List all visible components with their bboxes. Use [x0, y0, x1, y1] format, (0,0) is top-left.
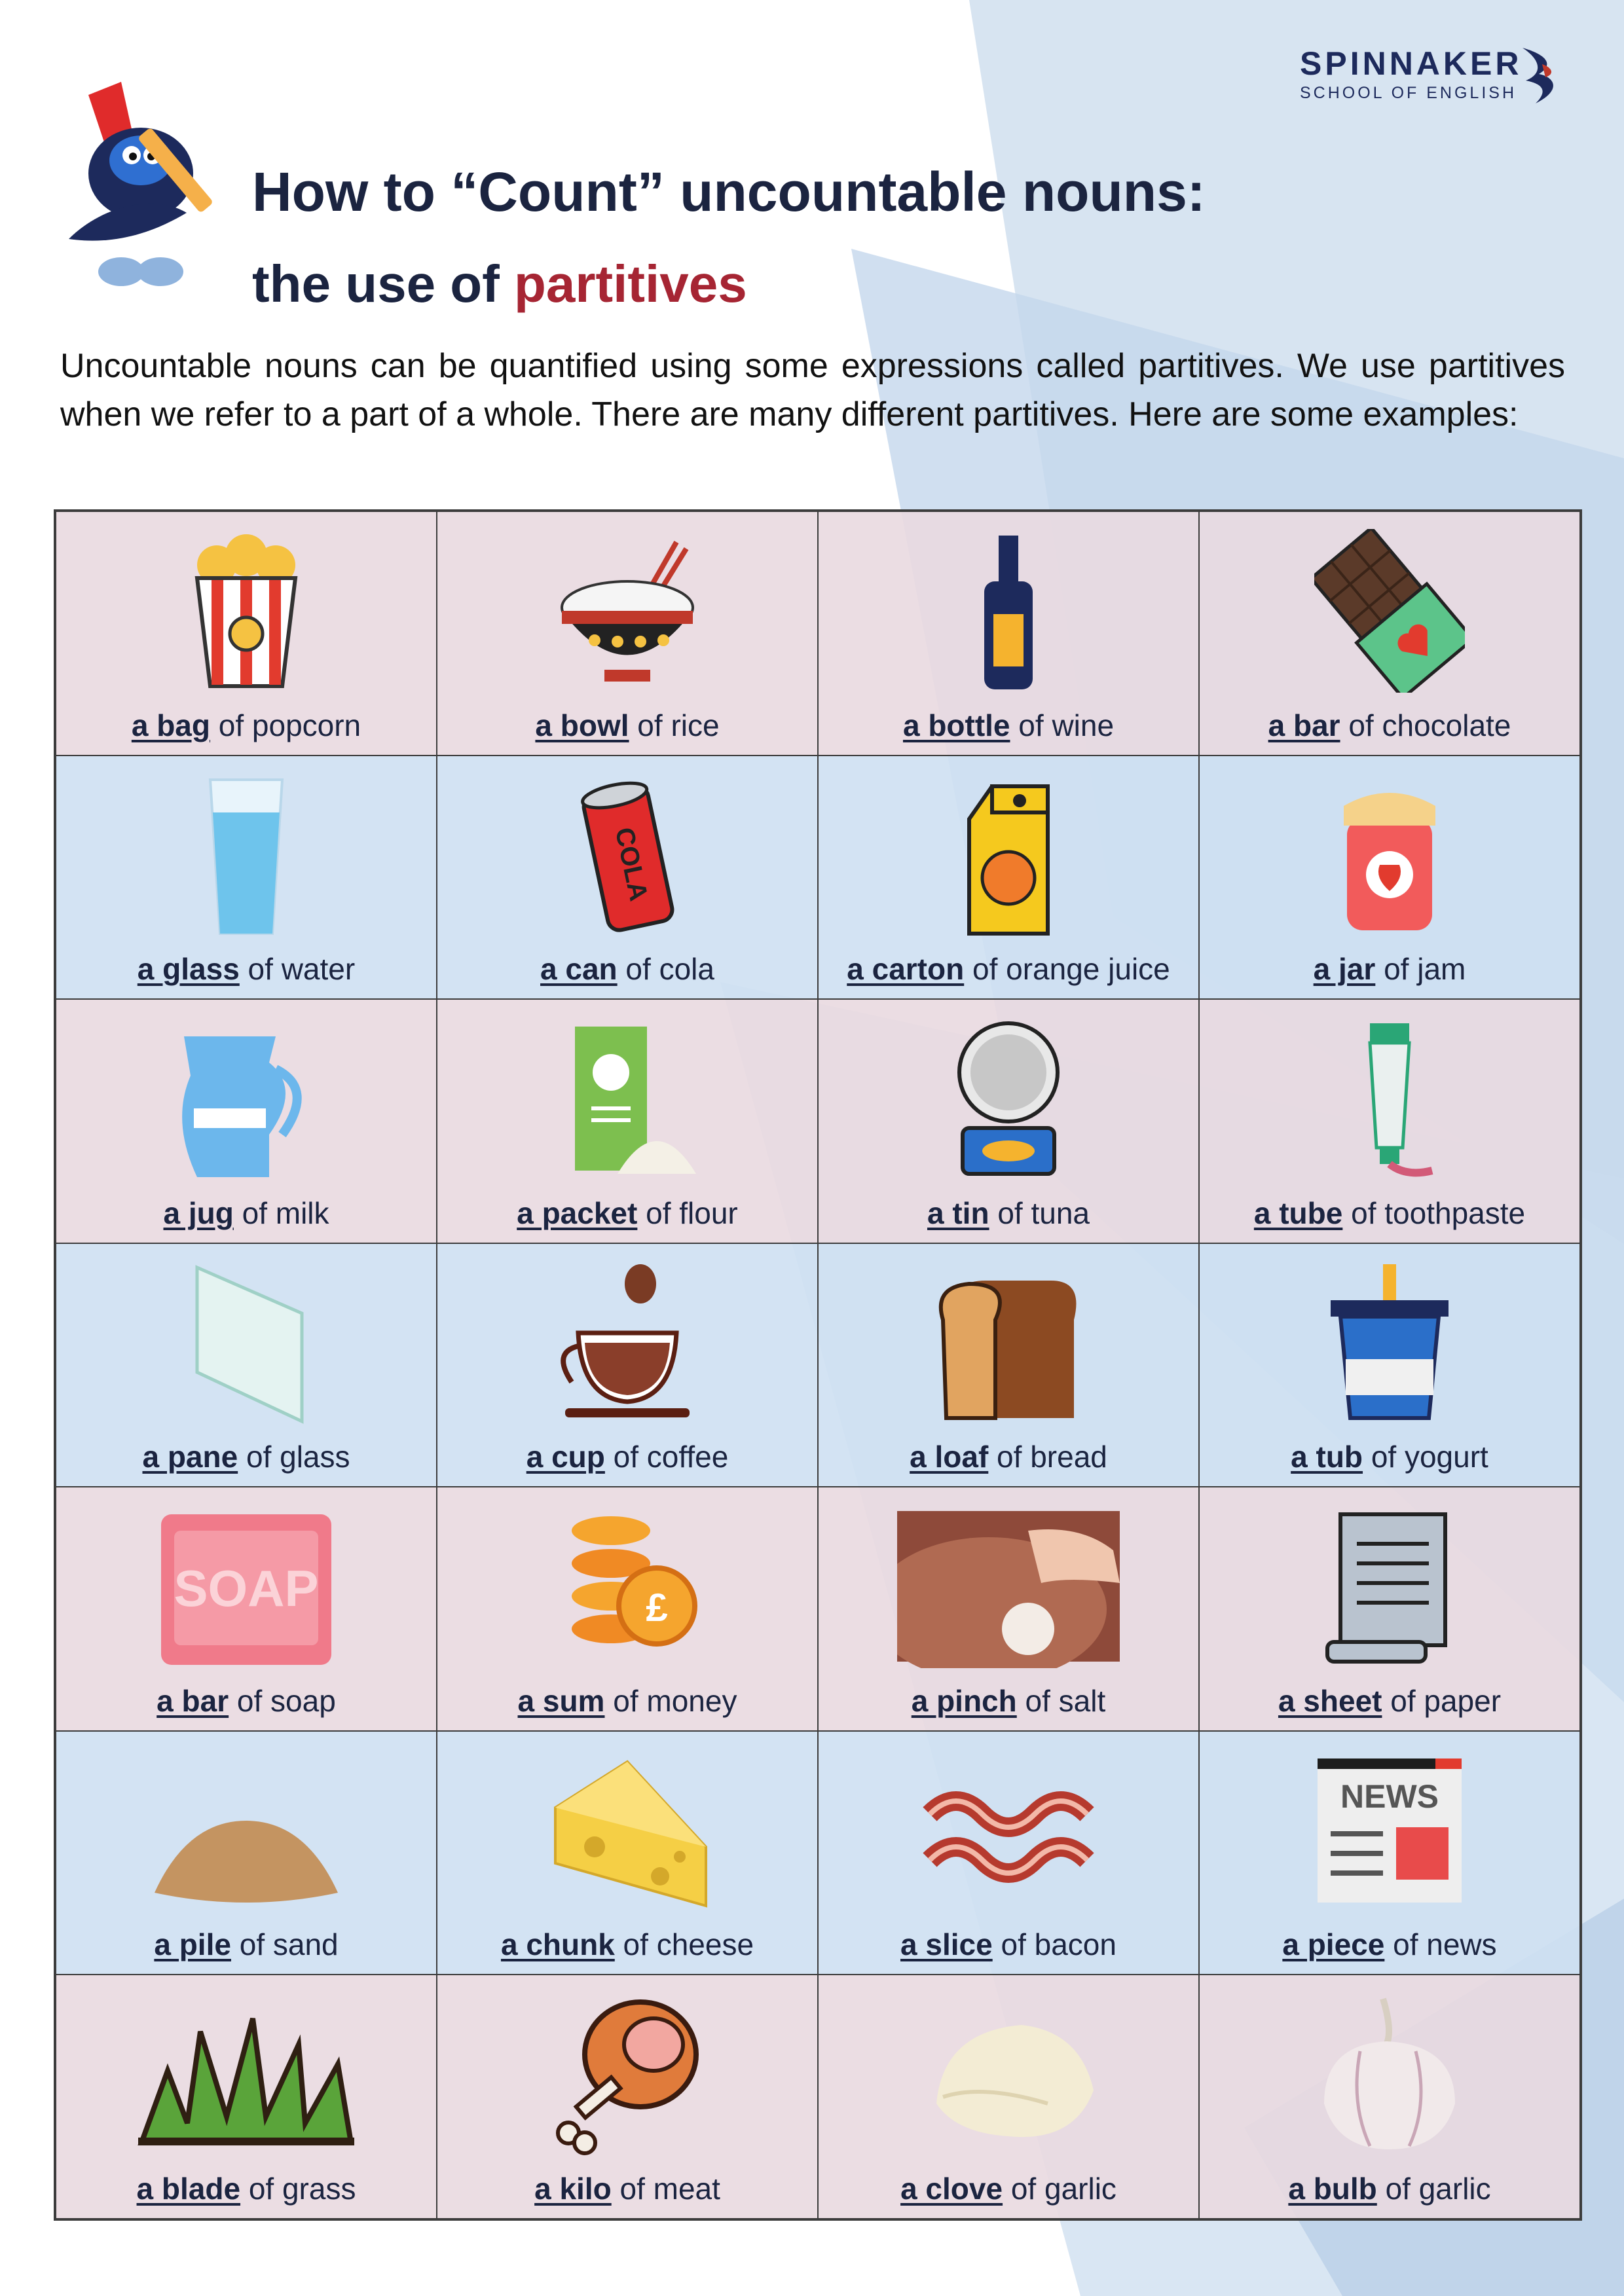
partitive: a sum: [517, 1683, 605, 1718]
water-glass-icon: [171, 773, 322, 937]
news-label: NEWS: [1340, 1777, 1439, 1815]
salt-pinch-photo: [897, 1504, 1120, 1668]
item-caption: [1200, 1927, 1579, 1962]
grid-cell: [56, 1975, 437, 2219]
item-caption: [437, 708, 817, 743]
partitive: a tube: [1253, 1195, 1343, 1230]
item-caption: [819, 1195, 1198, 1231]
toothpaste-tube-icon: [1314, 1017, 1465, 1180]
partitive: a pile: [154, 1927, 231, 1962]
grid-cell: [1199, 1243, 1580, 1487]
item-caption: [437, 1195, 817, 1231]
item-caption: [1200, 951, 1579, 987]
noun: of orange juice: [964, 952, 1170, 987]
item-caption: [1200, 1195, 1579, 1231]
grid-cell: [818, 999, 1199, 1243]
logo-name: SPINNAKER: [1300, 45, 1522, 82]
noun: of garlic: [1376, 2172, 1491, 2206]
partitive: a blade: [136, 2172, 241, 2206]
partitive: a carton: [847, 952, 965, 987]
noun: of chocolate: [1340, 708, 1511, 742]
bread-loaf-icon: [933, 1261, 1084, 1425]
yogurt-tub-icon: [1314, 1261, 1465, 1425]
grid-cell: [437, 999, 818, 1243]
noun: of bread: [988, 1440, 1107, 1474]
grid-cell: [437, 1243, 818, 1487]
grid-cell: [437, 1975, 818, 2219]
noun: of wine: [1010, 708, 1115, 742]
noun: of toothpaste: [1342, 1195, 1526, 1230]
grid-cell: [818, 511, 1199, 756]
item-caption: [56, 951, 436, 987]
logo-tagline: SCHOOL OF ENGLISH: [1300, 84, 1517, 102]
noun: of grass: [240, 2172, 356, 2206]
partitive: a slice: [900, 1927, 993, 1962]
tuna-tin-icon: [933, 1017, 1084, 1180]
grid-cell: [437, 1731, 818, 1975]
grid-cell: [437, 1487, 818, 1731]
noun: of water: [239, 952, 356, 987]
grid-cell: [437, 511, 818, 756]
page-subtitle: [252, 254, 747, 314]
partitive: a cup: [526, 1440, 605, 1474]
svg-text:£: £: [646, 1586, 668, 1630]
item-caption: [819, 1439, 1198, 1474]
garlic-bulb-icon: [1311, 1992, 1468, 2156]
bacon-icon: [917, 1749, 1100, 1912]
grid-cell: [1199, 1487, 1580, 1731]
noun: of news: [1384, 1927, 1497, 1962]
grid-cell: [818, 1487, 1199, 1731]
item-caption: [56, 708, 436, 743]
noun: of cola: [617, 952, 714, 987]
grid-cell: [818, 1975, 1199, 2219]
noun: of popcorn: [210, 708, 361, 742]
grid-cell: [56, 1487, 437, 1731]
item-caption: [56, 1195, 436, 1231]
item-caption: [437, 1439, 817, 1474]
grid-cell: [818, 1731, 1199, 1975]
partitive: a jar: [1313, 952, 1376, 987]
item-caption: [1200, 708, 1579, 743]
grid-cell: [56, 511, 437, 756]
grass-icon: [128, 1992, 364, 2156]
noun: of sand: [231, 1927, 339, 1962]
noun: of salt: [1016, 1683, 1106, 1718]
partitive: a bowl: [535, 708, 629, 742]
partitives-grid: [54, 509, 1582, 2221]
partitive: a clove: [900, 2172, 1003, 2206]
partitive: a chunk: [500, 1927, 615, 1962]
meat-icon: [549, 1992, 706, 2156]
grid-cell: [1199, 1975, 1580, 2219]
partitive: a bottle: [902, 708, 1010, 742]
item-caption: [819, 951, 1198, 987]
coffee-cup-icon: [552, 1261, 703, 1425]
subtitle-accent: partitives: [514, 255, 747, 313]
partitive: a tin: [927, 1195, 989, 1230]
noun: of tuna: [989, 1195, 1090, 1230]
partitive: a bulb: [1288, 2172, 1377, 2206]
grid-cell: [56, 756, 437, 1000]
sand-pile-icon: [148, 1749, 344, 1912]
partitive: a packet: [517, 1195, 638, 1230]
flour-packet-icon: [552, 1017, 703, 1180]
partitive: a loaf: [910, 1440, 989, 1474]
noun: of cheese: [614, 1927, 754, 1962]
subtitle-prefix: the use of: [252, 255, 515, 313]
noun: of soap: [229, 1683, 336, 1718]
mascot-icon: [62, 82, 259, 298]
item-caption: [437, 1927, 817, 1962]
cola-can-icon: [552, 773, 703, 937]
grid-cell: [1199, 1731, 1580, 1975]
partitive: a pane: [142, 1440, 238, 1474]
partitive: a sheet: [1278, 1683, 1382, 1718]
item-caption: [56, 1439, 436, 1474]
noun: of meat: [611, 2172, 720, 2206]
item-caption: [819, 708, 1198, 743]
sail-logo-icon: [1516, 45, 1570, 107]
noun: of flour: [637, 1195, 738, 1230]
noun: of paper: [1382, 1683, 1502, 1718]
juice-carton-icon: [933, 773, 1084, 937]
garlic-clove-icon: [917, 1992, 1100, 2156]
grid-cell: [1199, 756, 1580, 1000]
grid-cell: [56, 999, 437, 1243]
item-caption: [1200, 1683, 1579, 1719]
partitive: a jug: [163, 1195, 234, 1230]
partitive: a piece: [1282, 1927, 1385, 1962]
item-caption: [437, 2171, 817, 2206]
grid-cell: [1199, 999, 1580, 1243]
chocolate-bar-icon: [1314, 529, 1465, 693]
noun: of money: [604, 1683, 737, 1718]
noun: of rice: [629, 708, 720, 742]
item-caption: [56, 2171, 436, 2206]
rice-bowl-icon: [552, 529, 703, 693]
partitive: a can: [540, 952, 618, 987]
item-caption: [437, 951, 817, 987]
noun: of milk: [233, 1195, 329, 1230]
partitive: a bar: [157, 1683, 229, 1718]
noun: of yogurt: [1363, 1440, 1488, 1474]
item-caption: [437, 1683, 817, 1719]
grid-cell: [56, 1731, 437, 1975]
partitive: a tub: [1291, 1440, 1363, 1474]
newspaper-icon: [1311, 1749, 1468, 1912]
glass-pane-icon: [171, 1261, 322, 1425]
intro-paragraph: Uncountable nouns can be quantified using some expressions called partitives. We use partitives when we refer to a part of a whole. There are many different partitives. Here are some examples:: [60, 347, 1565, 433]
cheese-icon: [542, 1749, 712, 1912]
soap-bar-icon: [158, 1504, 335, 1668]
page-title: How to “Count” uncountable nouns:: [252, 161, 1206, 223]
jam-jar-icon: [1314, 773, 1465, 937]
noun: of garlic: [1003, 2172, 1116, 2206]
noun: of jam: [1375, 952, 1466, 987]
milk-jug-icon: [171, 1017, 322, 1180]
item-caption: [1200, 2171, 1579, 2206]
wine-bottle-icon: [933, 529, 1084, 693]
grid-cell: [56, 1243, 437, 1487]
soap-label: SOAP: [174, 1559, 319, 1618]
grid-cell: [818, 756, 1199, 1000]
partitive: a bar: [1268, 708, 1340, 742]
item-caption: [819, 2171, 1198, 2206]
noun: of glass: [238, 1440, 350, 1474]
noun: of coffee: [604, 1440, 729, 1474]
popcorn-icon: [171, 529, 322, 693]
item-caption: [819, 1927, 1198, 1962]
noun: of bacon: [992, 1927, 1116, 1962]
item-caption: [819, 1683, 1198, 1719]
partitive: a kilo: [534, 2172, 612, 2206]
partitive: a pinch: [911, 1683, 1017, 1718]
grid-cell: [437, 756, 818, 1000]
item-caption: [56, 1927, 436, 1962]
paper-sheet-icon: [1314, 1504, 1465, 1668]
grid-cell: [818, 1243, 1199, 1487]
svg-text:COLA: COLA: [609, 824, 654, 903]
item-caption: [1200, 1439, 1579, 1474]
coins-icon: [552, 1504, 703, 1668]
partitive: a bag: [131, 708, 210, 742]
spinnaker-logo: [1300, 45, 1522, 103]
partitive: a glass: [137, 952, 240, 987]
grid-cell: [1199, 511, 1580, 756]
item-caption: [56, 1683, 436, 1719]
